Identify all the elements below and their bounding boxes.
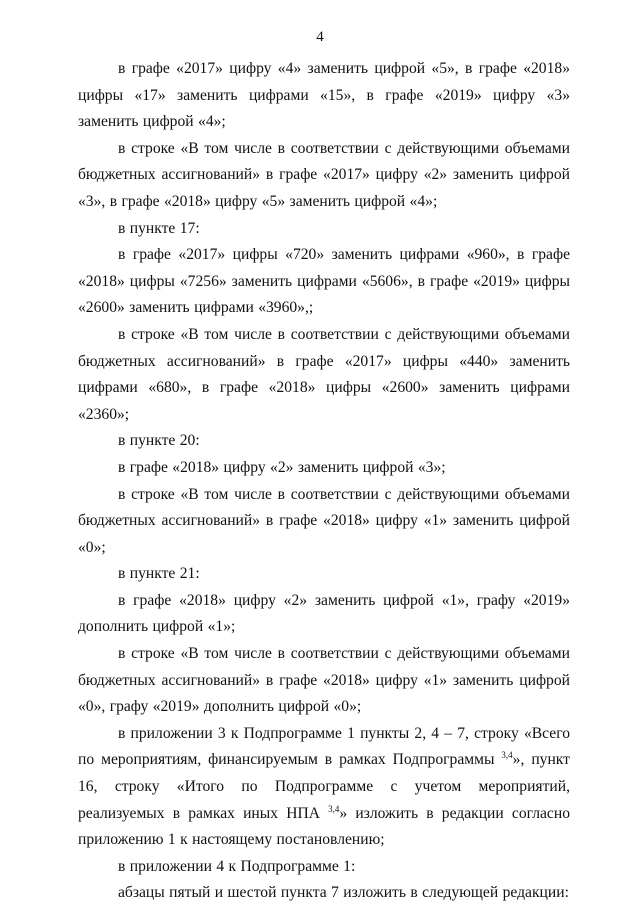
paragraph: в строке «В том числе в соответствии с действующими объемами бюджетных ассигнований» в графе «2017» цифру «2» заменить цифрой «3», в графе «2018» цифру «5» заменить цифрой «4»;	[78, 139, 570, 210]
superscript-note: 3,4	[501, 750, 513, 761]
appendix3-paragraph	[78, 721, 570, 854]
paragraph: в строке «В том числе в соответствии с действующими объемами бюджетных ассигнований» в графе «2017» цифры «440» заменить цифрами «680», в графе «2018» цифры «2600» заменить цифрами «2360»;	[78, 325, 570, 423]
paragraph: в строке «В том числе в соответствии с действующими объемами бюджетных ассигнований» в графе «2018» цифру «1» заменить цифрой «0», графу «2019» дополнить цифрой «0»;	[78, 645, 570, 716]
appendix3-text-part3: » изложить в редакции согласно приложению 1 к настоящему постановлению;	[78, 804, 570, 849]
paragraph: абзацы пятый и шестой пункта 7 изложить в следующей редакции:	[118, 884, 569, 902]
paragraph: в пункте 20:	[118, 432, 200, 450]
document-body	[78, 56, 570, 907]
appendix3-text-part2: », пункт 16, строку «Итого по Подпрограмме с учетом мероприятий, реализуемых в рамках иных НПА	[78, 751, 570, 822]
paragraph: в графе «2018» цифру «2» заменить цифрой «3»;	[118, 458, 446, 476]
paragraph: в пункте 17:	[118, 219, 200, 237]
paragraph: в пункте 21:	[118, 565, 200, 583]
superscript-note: 3,4	[328, 803, 340, 814]
paragraph: в графе «2018» цифру «2» заменить цифрой «1», графу «2019» дополнить цифрой «1»;	[78, 591, 570, 636]
paragraph: в приложении 4 к Подпрограмме 1:	[118, 857, 356, 875]
paragraph: в графе «2017» цифру «4» заменить цифрой «5», в графе «2018» цифры «17» заменить цифрами «15», в графе «2019» цифру «3» заменить цифрой «4»;	[78, 60, 570, 131]
page-number: 4	[316, 29, 324, 45]
paragraph: в графе «2017» цифры «720» заменить цифрами «960», в графе «2018» цифры «7256» заменить цифрами «5606», в графе «2019» цифры «2600» заменить цифрами «3960»,;	[78, 246, 570, 317]
paragraph: в строке «В том числе в соответствии с действующими объемами бюджетных ассигнований» в графе «2018» цифру «1» заменить цифрой «0»;	[78, 485, 570, 556]
appendix3-text-part1: в приложении 3 к Подпрограмме 1 пункты 2, 4 – 7, строку «Всего по мероприятиям, финансируемым в рамках Подпрограммы	[78, 724, 570, 769]
